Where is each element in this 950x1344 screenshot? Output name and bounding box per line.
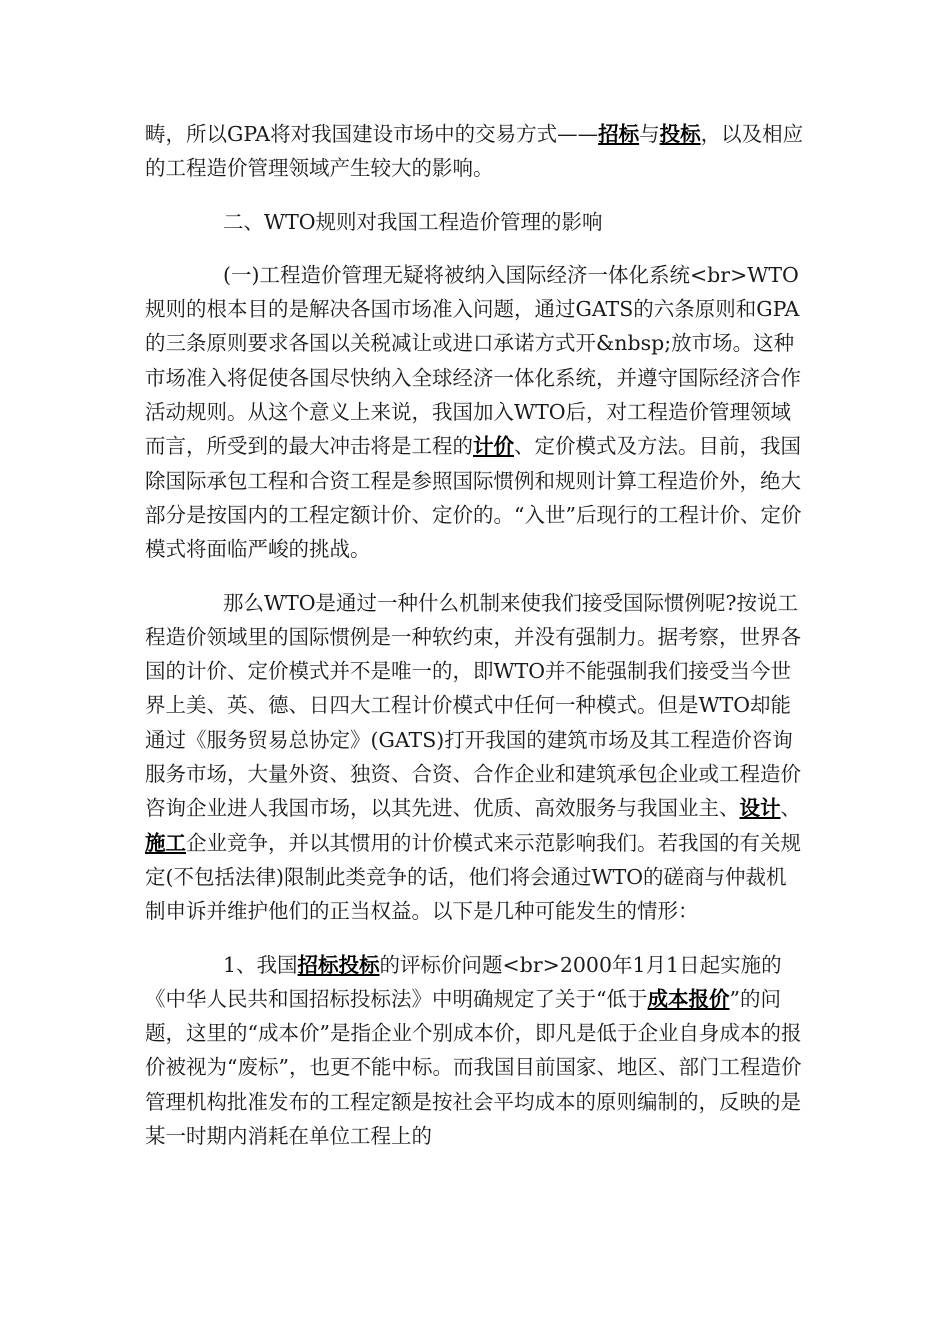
text-run: 、定价模式及方法。目前，我国除国际承包工程和合资工程是参照国际惯例和规则计算工程造价外，绝大部分是按国内的工程定额计价、定价的。“入世”后现行的工程计价、定价模式将面临严峻的挑战。 <box>145 434 802 562</box>
paragraph-intro <box>145 117 805 186</box>
text-run: 畴，所以GPA将对我国建设市场中的交易方式—— <box>145 122 599 146</box>
keyword-link-bid[interactable]: 投标 <box>659 122 701 146</box>
text-run: 企业竞争，并以其惯用的计价模式来示范影响我们。若我国的有关规定(不包括法律)限制此类竞争的话，他们将会通过WTO的磋商与仲裁机制申诉并维护他们的正当权益。以下是几种可能发生的情形： <box>145 830 801 924</box>
text-run: ，以及相应的工程造价管理领域产生较大的影响。 <box>145 122 804 181</box>
document-page <box>145 117 805 1153</box>
text-run: ”的问题，这里的“成本价”是指企业个别成本价，即凡是低于企业自身成本的报价被视为“废标”，也更不能中标。而我国目前国家、地区、部门工程造价管理机构批准发布的工程定额是按社会平均成本的原则编制的，反映的是某一时期内消耗在单位工程上的 <box>145 986 802 1149</box>
paragraph-mechanism <box>145 586 805 929</box>
paragraph-bid-evaluation <box>145 948 805 1154</box>
keyword-link-tender[interactable]: 招标 <box>598 122 640 146</box>
keyword-link-cost-quote[interactable]: 成本报价 <box>647 986 730 1011</box>
paragraph-integration <box>145 258 805 567</box>
section-heading: 二、WTO规则对我国工程造价管理的影响 <box>223 209 603 234</box>
text-run: 与 <box>639 122 660 146</box>
text-run: (一)工程造价管理无疑将被纳入国际经济一体化系统<br>WTO规则的根本目的是解决各国市场准入问题，通过GATS的六条原则和GPA的三条原则要求各国以关税减让或进口承诺方式开&nbsp;放市场。这种市场准入将促使各国尽快纳入全球经济一体化系统，并遵守国际经济合作活动规则。从这个意义上来说，我国加入WTO后，对工程造价管理领域而言，所受到的最大冲击将是工程的 <box>145 262 801 459</box>
keyword-link-tender-bidding[interactable]: 招标投标 <box>297 952 380 977</box>
keyword-link-pricing[interactable]: 计价 <box>473 434 514 459</box>
text-run: 那么WTO是通过一种什么机制来使我们接受国际惯例呢?按说工程造价领域里的国际惯例是一种软约束，并没有强制力。据考察，世界各国的计价、定价模式并不是唯一的，即WTO并不能强制我们接受当今世界上美、英、德、日四大工程计价模式中任何一种模式。但是WTO却能通过《服务贸易总协定》(GATS)打开我国的建筑市场及其工程造价咨询服务市场，大量外资、独资、合资、合作企业和建筑承包企业或工程造价咨询企业进人我国市场，以其先进、优质、高效服务与我国业主、 <box>145 590 801 821</box>
text-run: 的评标价问题<br>2000年1月1日起实施的《中华人民共和国招标投标法》中明确规定了关于“低于 <box>145 952 782 1011</box>
text-run: 1、我国 <box>223 952 298 977</box>
text-run: 、 <box>780 796 801 821</box>
keyword-link-design[interactable]: 设计 <box>739 796 781 821</box>
keyword-link-construction[interactable]: 施工 <box>145 830 186 855</box>
